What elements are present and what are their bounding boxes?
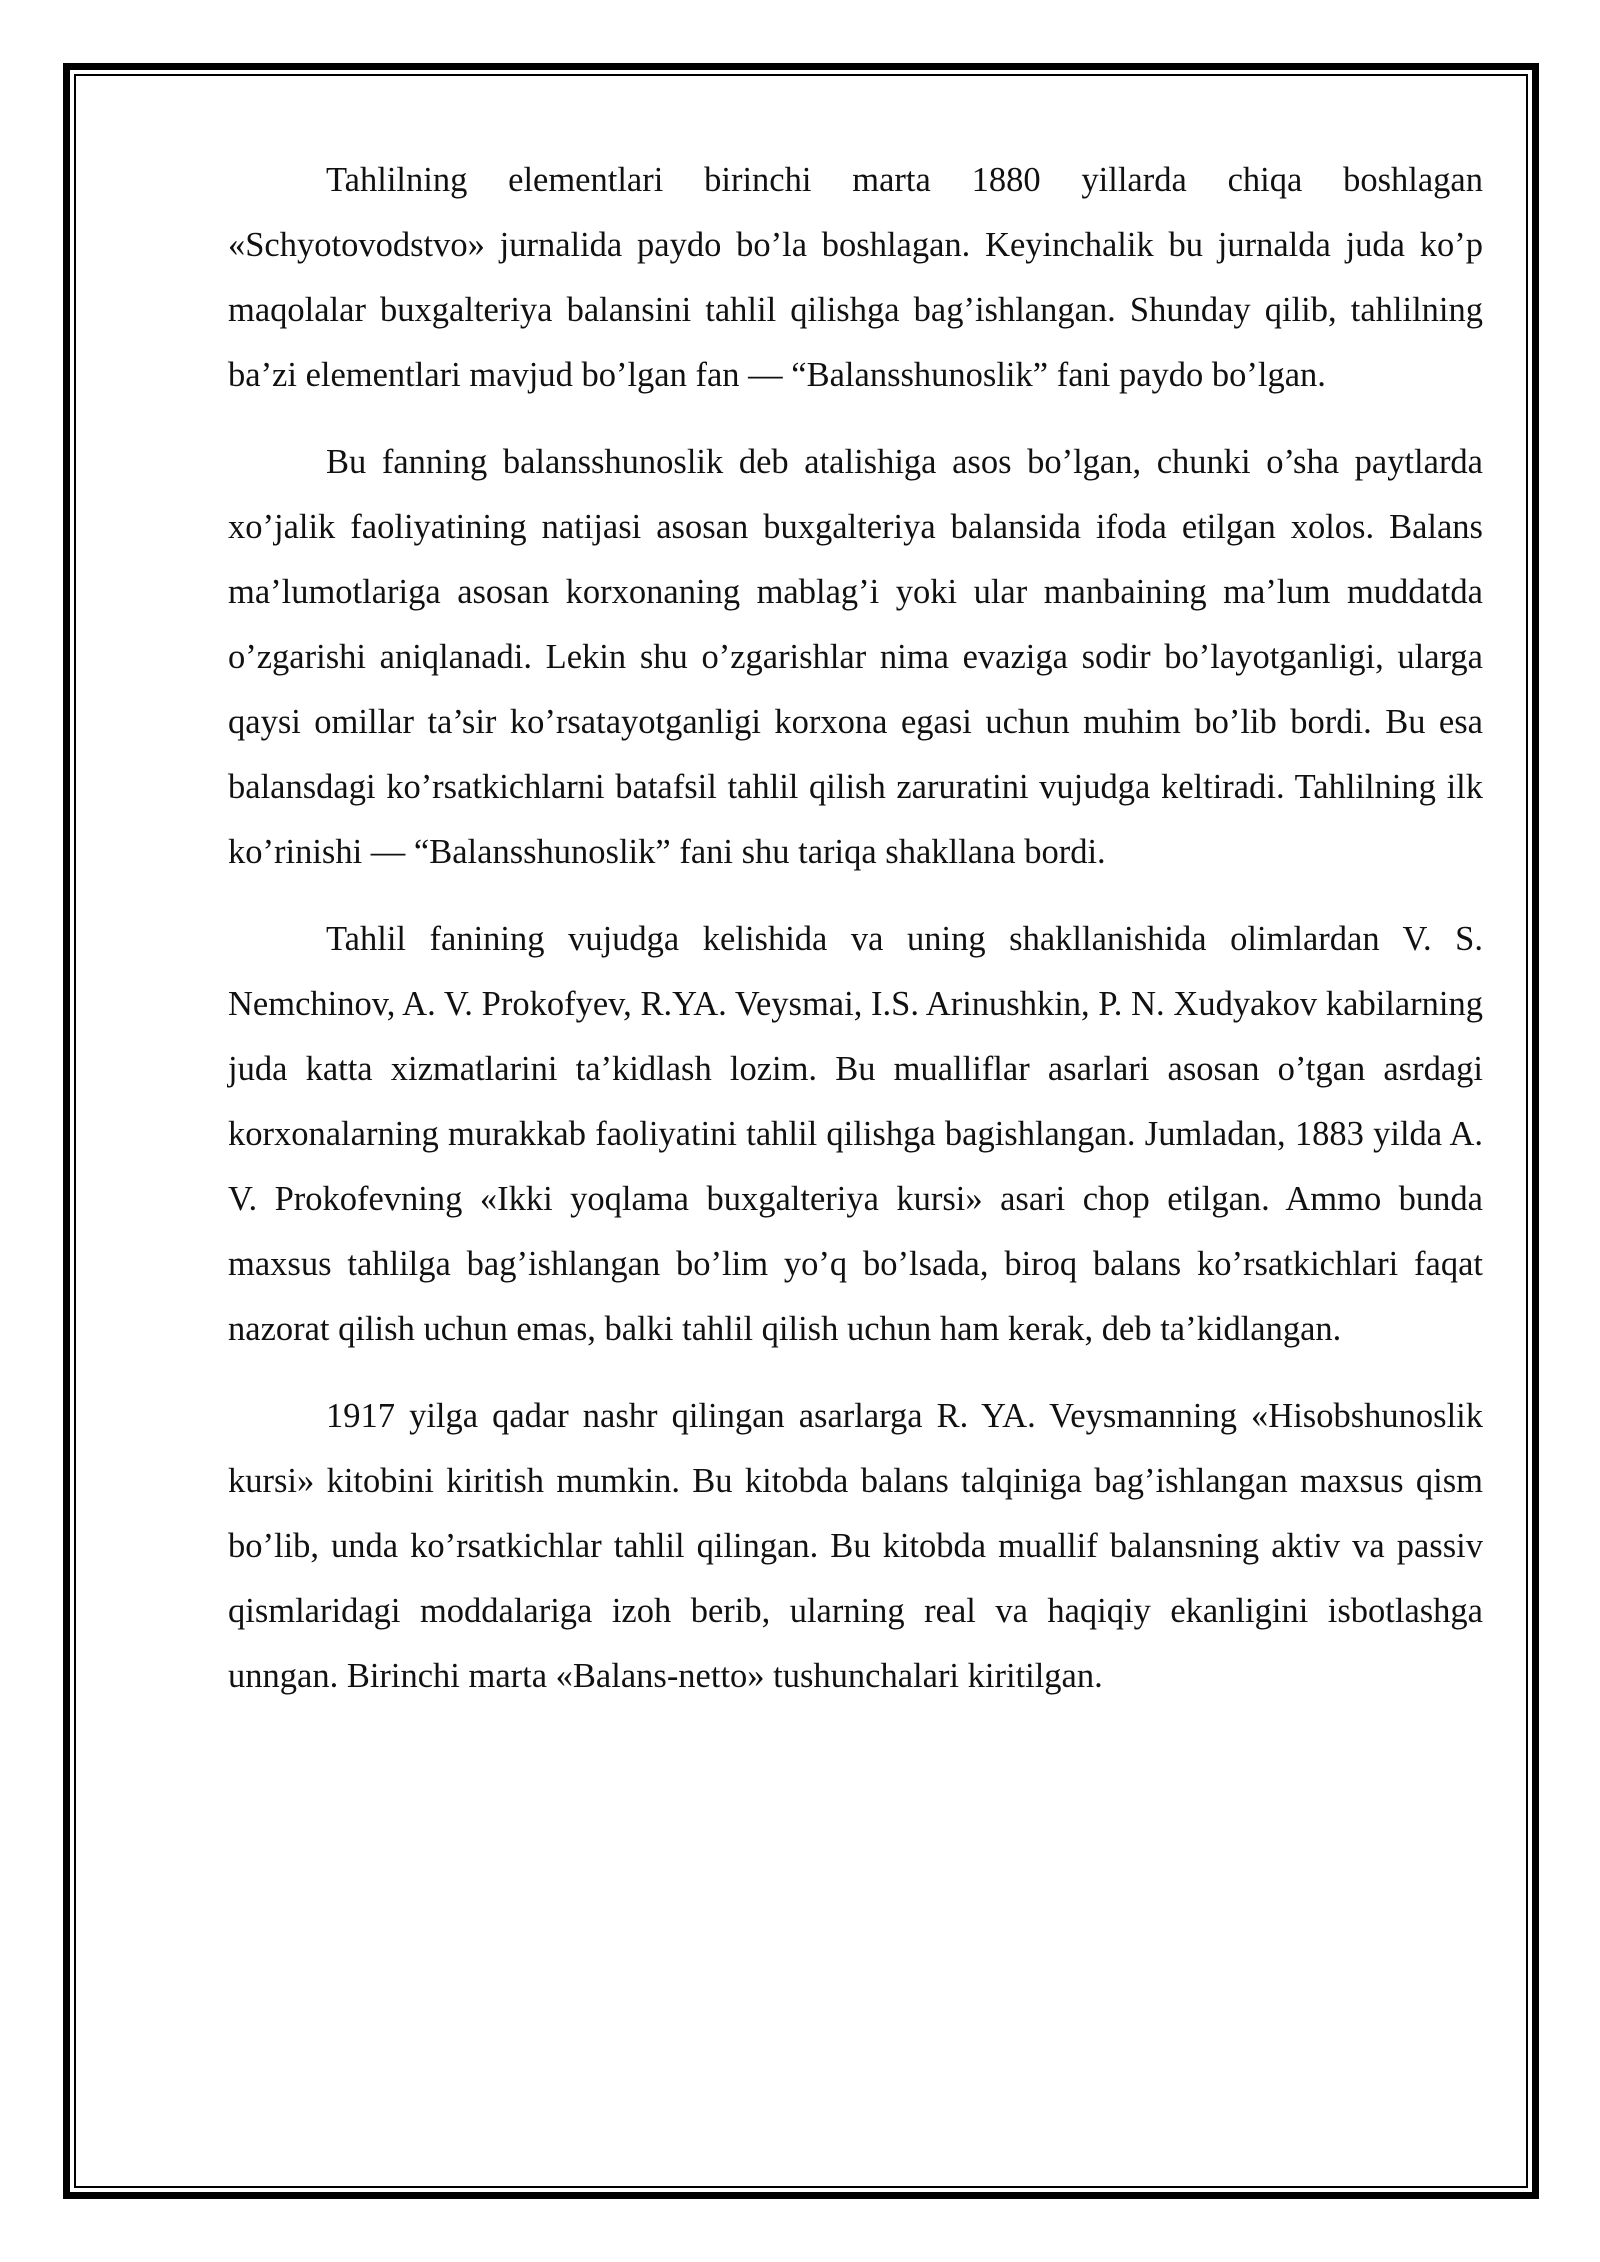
paragraph-4: 1917 yilga qadar nashr qilingan asarlarga R. YA. Veysmanning «Hisobshunoslik kursi» kitobini kiritish mumkin. Bu kitobda balans talqiniga bag’ishlangan maxsus qism bo’lib, unda ko’rsatkichlar tahlil qilingan. Bu kitobda muallif balansning aktiv va passiv qismlaridagi moddalariga izoh berib, ularning real va haqiqiy ekanligini isbotlashga unngan. Birinchi marta «Balans-netto» tushunchalari kiritilgan. xyxy=(228,1397,1483,1695)
paragraph-2: Bu fanning balansshunoslik deb atalishiga asos bo’lgan, chunki o’sha paytlarda xo’jalik faoliyatining natijasi asosan buxgalteriya balansida ifoda etilgan xolos. Balans ma’lumotlariga asosan korxonaning mablag’i yoki ular manbaining ma’lum muddatda o’zgarishi aniqlanadi. Lekin shu o’zgarishlar nima evaziga sodir bo’layotganligi, ularga qaysi omillar ta’sir ko’rsatayotganligi korxona egasi uchun muhim bo’lib bordi. Bu esa balansdagi ko’rsatkichlarni batafsil tahlil qilish zaruratini vujudga keltiradi. Tahlilning ilk ko’rinishi — “Balansshunoslik” fani shu tariqa shakllana bordi. xyxy=(228,443,1483,871)
paragraph-1: Tahlilning elementlari birinchi marta 1880 yillarda chiqa boshlagan «Schyotovodstvo» jurnalida paydo bo’la boshlagan. Keyinchalik bu jurnalda juda ko’p maqolalar buxgalteriya balansini tahlil qilishga bag’ishlangan. Shunday qilib, tahlilning ba’zi elementlari mavjud bo’lgan fan — “Balansshunoslik” fani paydo bo’lgan. xyxy=(228,161,1483,394)
paragraph-3: Tahlil fanining vujudga kelishida va uning shakllanishida olimlardan V. S. Nemchinov, A. V. Prokofyev, R.YA. Veysmai, I.S. Arinushkin, P. N. Xudyakov kabilarning juda katta xizmatlarini ta’kidlash lozim. Bu mualliflar asarlari asosan o’tgan asrdagi korxonalarning murakkab faoliyatini tahlil qilishga bagishlangan. Jumladan, 1883 yilda A. V. Prokofevning «Ikki yoqlama buxgalteriya kursi» asari chop etilgan. Ammo bunda maxsus tahlilga bag’ishlangan bo’lim yo’q bo’lsada, biroq balans ko’rsatkichlari faqat nazorat qilish uchun emas, balki tahlil qilish uchun ham kerak, deb ta’kidlangan. xyxy=(228,920,1483,1348)
document-body xyxy=(228,148,1483,1731)
